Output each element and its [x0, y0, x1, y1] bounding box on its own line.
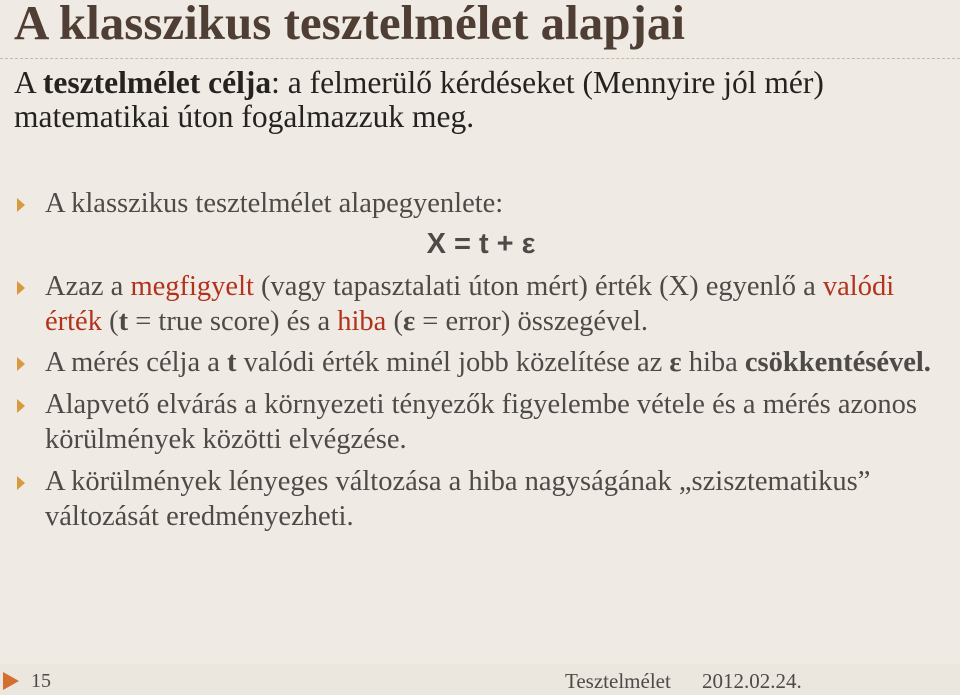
text-segment: ( — [101, 306, 119, 337]
symbol-t: t — [118, 306, 129, 337]
intro-prefix: A — [14, 65, 43, 100]
intro-paragraph — [14, 66, 934, 134]
triangle-right-icon — [17, 198, 25, 212]
bullet-1-text: A klasszikus tesztelmélet alapegyenlete: — [45, 188, 504, 219]
symbol-t: t — [227, 347, 237, 378]
symbol-epsilon: ε — [669, 347, 682, 378]
bullet-item-5 — [16, 464, 946, 534]
text-segment: = error) összegével. — [415, 306, 649, 337]
highlight-observed: megfigyelt — [130, 271, 254, 302]
text-segment: (vagy tapasztalati úton mért) érték (X) egyenlő a — [253, 271, 823, 302]
slide-title: A klasszikus tesztelmélet alapjai — [14, 0, 685, 50]
triangle-right-icon — [17, 281, 25, 295]
symbol-epsilon: ε — [402, 306, 416, 337]
bullet-4-text: Alapvető elvárás a környezeti tényezők figyelembe vétele és a mérés azonos körülmények közötti elvégzése. — [45, 389, 918, 455]
bullet-list — [16, 186, 946, 534]
bullet-item-2 — [16, 269, 946, 339]
highlight-true-value: valódi érték — [45, 271, 895, 337]
text-segment: A mérés célja a — [45, 347, 227, 378]
bullet-item-4 — [16, 387, 946, 457]
text-segment: Azaz a — [45, 271, 131, 302]
bullet-2-text — [45, 271, 894, 337]
bold-ending: csökkentésével. — [744, 347, 931, 378]
bullet-item-1 — [16, 186, 946, 221]
triangle-right-icon — [17, 399, 25, 413]
title-divider — [0, 58, 960, 59]
bullet-5-text: A körülmények lényeges változása a hiba nagyságának „szisztematikus” változását eredményezheti. — [45, 466, 871, 532]
bullet-item-3 — [16, 345, 946, 380]
text-segment: valódi érték minél jobb közelítése az — [236, 347, 670, 378]
equation: X = t + ε — [426, 228, 536, 260]
footer-date: 2012.02.24. — [702, 669, 802, 693]
text-segment: ( — [386, 306, 403, 337]
bullet-3-text — [45, 347, 931, 378]
text-segment: hiba — [681, 347, 745, 378]
intro-bold: tesztelmélet célja — [42, 65, 272, 100]
text-segment: = true score) és a — [128, 306, 338, 337]
triangle-right-icon — [3, 672, 19, 690]
page-number: 15 — [31, 670, 51, 692]
intro-rest: : a felmerülő kérdéseket (Mennyire jól mér) matematikai úton fogalmazzuk meg. — [14, 65, 824, 134]
footer-label: Tesztelmélet — [565, 669, 671, 693]
triangle-right-icon — [17, 476, 25, 490]
triangle-right-icon — [17, 357, 25, 371]
highlight-error: hiba — [337, 306, 387, 337]
footer-bar — [0, 664, 960, 695]
